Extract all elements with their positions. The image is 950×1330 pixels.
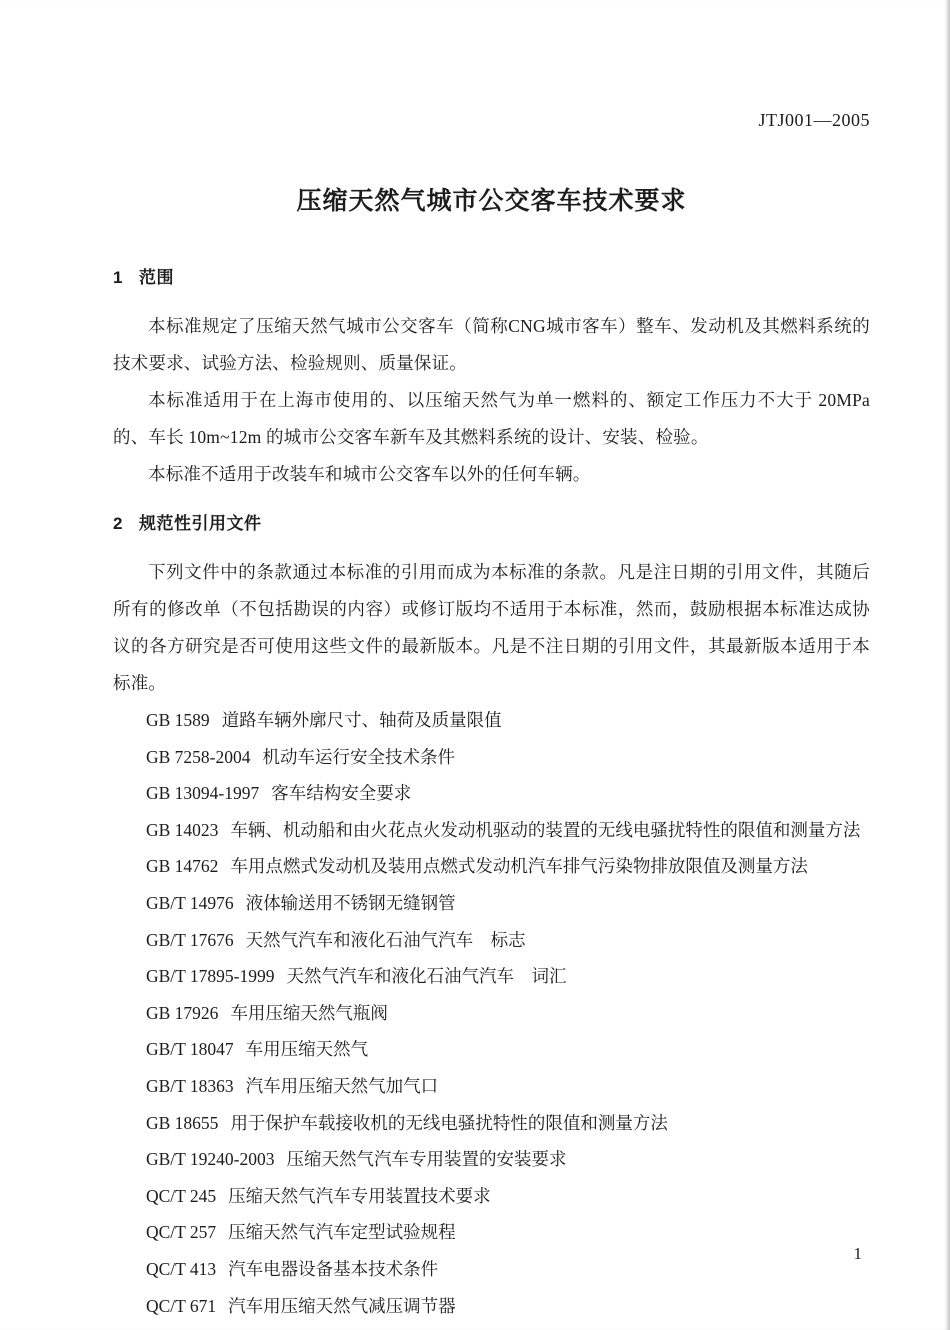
reference-code: GB/T 14976 xyxy=(146,892,234,913)
reference-item xyxy=(146,995,870,1032)
paragraph-scope-1: 本标准规定了压缩天然气城市公交客车（简称CNG城市客车）整车、发动机及其燃料系统的技术要求、试验方法、检验规则、质量保证。 xyxy=(113,316,870,373)
reference-code: QC/T 257 xyxy=(146,1222,217,1243)
reference-item xyxy=(146,922,870,959)
reference-title: 压缩天然气汽车专用装置的安装要求 xyxy=(286,1149,567,1170)
reference-item xyxy=(146,1031,870,1068)
paragraph-scope-2: 本标准适用于在上海市使用的、以压缩天然气为单一燃料的、额定工作压力不大于 20MPa 的、车长 10m~12m 的城市公交客车新车及其燃料系统的设计、安装、检验。 xyxy=(113,390,870,447)
reference-title: 天然气汽车和液化石油气汽车 词汇 xyxy=(286,966,567,987)
reference-code: GB/T 18047 xyxy=(146,1039,234,1060)
reference-item xyxy=(146,1214,870,1251)
reference-code: QC/T 245 xyxy=(146,1185,217,1206)
reference-item xyxy=(146,1068,870,1105)
section-heading-scope xyxy=(113,263,870,288)
reference-item xyxy=(146,1178,870,1215)
section-title: 范围 xyxy=(138,268,174,287)
reference-code: GB/T 17895-1999 xyxy=(146,966,275,987)
reference-item xyxy=(146,1141,870,1178)
reference-item xyxy=(146,812,870,849)
section-references xyxy=(113,509,870,1324)
reference-item xyxy=(146,1251,870,1288)
reference-title: 压缩天然气汽车定型试验规程 xyxy=(228,1222,456,1243)
reference-code: GB/T 18363 xyxy=(146,1075,234,1096)
reference-title: 车用压缩天然气瓶阀 xyxy=(230,1002,388,1023)
reference-title: 汽车用压缩天然气加气口 xyxy=(245,1075,439,1096)
reference-code: GB/T 17676 xyxy=(146,929,234,950)
section-number: 2 xyxy=(113,514,123,533)
reference-title: 车用压缩天然气 xyxy=(245,1039,369,1060)
reference-code: GB 13094-1997 xyxy=(146,783,260,804)
reference-title: 汽车用压缩天然气减压调节器 xyxy=(228,1295,456,1316)
reference-code: GB 18655 xyxy=(146,1112,219,1133)
reference-code: GB/T 19240-2003 xyxy=(146,1149,275,1170)
reference-list xyxy=(113,702,870,1324)
reference-item xyxy=(146,775,870,812)
reference-item xyxy=(146,958,870,995)
reference-item xyxy=(146,1288,870,1325)
page-title: 压缩天然气城市公交客车技术要求 xyxy=(296,187,687,215)
reference-title: 压缩天然气汽车专用装置技术要求 xyxy=(228,1185,491,1206)
section-scope xyxy=(113,263,870,493)
reference-code: GB 14023 xyxy=(146,819,219,840)
reference-title: 客车结构安全要求 xyxy=(271,783,412,804)
document-header xyxy=(113,0,870,131)
reference-item xyxy=(146,848,870,885)
reference-code: GB 17926 xyxy=(146,1002,219,1023)
reference-code: GB 7258-2004 xyxy=(146,746,251,767)
reference-title: 道路车辆外廓尺寸、轴荷及质量限值 xyxy=(221,710,502,730)
reference-code: GB 14762 xyxy=(146,856,219,877)
page-footer xyxy=(854,1244,863,1264)
reference-title: 机动车运行安全技术条件 xyxy=(262,746,456,767)
paragraph-scope-3: 本标准不适用于改装车和城市公交客车以外的任何车辆。 xyxy=(148,464,591,484)
reference-title: 用于保护车载接收机的无线电骚扰特性的限值和测量方法 xyxy=(230,1112,668,1133)
reference-title: 液体输送用不锈钢无缝钢管 xyxy=(245,892,456,913)
reference-title: 车用点燃式发动机及装用点燃式发动机汽车排气污染物排放限值及测量方法 xyxy=(230,856,808,877)
reference-title: 天然气汽车和液化石油气汽车 标志 xyxy=(245,929,526,950)
section-title: 规范性引用文件 xyxy=(138,514,262,533)
reference-title: 车辆、机动船和由火花点火发动机驱动的装置的无线电骚扰特性的限值和测量方法 xyxy=(230,819,861,840)
reference-title: 汽车电器设备基本技术条件 xyxy=(228,1258,439,1279)
reference-item xyxy=(146,885,870,922)
reference-code: QC/T 671 xyxy=(146,1295,217,1316)
doc-number: JTJ001—2005 xyxy=(758,110,870,130)
reference-item xyxy=(146,1105,870,1142)
reference-item xyxy=(146,702,870,739)
reference-code: QC/T 413 xyxy=(146,1258,217,1279)
reference-code: GB 1589 xyxy=(146,710,210,730)
paragraph-references-intro: 下列文件中的条款通过本标准的引用而成为本标准的条款。凡是注日期的引用文件，其随后所有的修改单（不包括勘误的内容）或修订版均不适用于本标准，然而，鼓励根据本标准达成协议的各方研究是否可使用这些文件的最新版本。凡是不注日期的引用文件，其最新版本适用于本标准。 xyxy=(113,562,870,693)
reference-item xyxy=(146,739,870,776)
page-number: 1 xyxy=(853,1244,862,1263)
section-number: 1 xyxy=(113,268,123,287)
section-heading-references xyxy=(113,509,870,534)
